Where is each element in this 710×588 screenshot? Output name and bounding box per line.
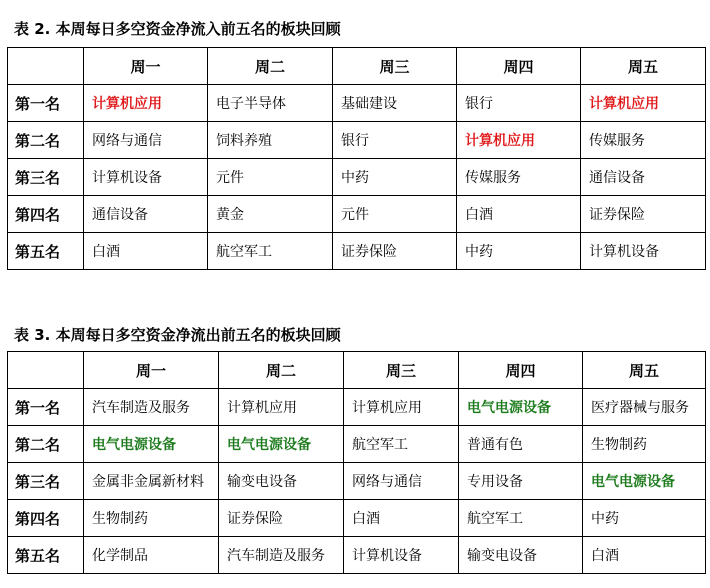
sector-cell: 汽车制造及服务	[219, 537, 344, 574]
sector-cell: 医疗器械与服务	[583, 389, 706, 426]
sector-cell: 白酒	[583, 537, 706, 574]
day-header: 周五	[583, 352, 706, 389]
day-header: 周一	[84, 352, 219, 389]
sector-cell: 元件	[333, 196, 457, 233]
corner-cell	[8, 48, 84, 85]
table-row	[8, 463, 706, 500]
table-row	[8, 389, 706, 426]
sector-cell: 金属非金属新材料	[84, 463, 219, 500]
day-header: 周四	[457, 48, 581, 85]
sector-cell: 网络与通信	[344, 463, 459, 500]
table2-caption: 表 2. 本周每日多空资金净流入前五名的板块回顾	[14, 20, 341, 38]
sector-cell: 饲料养殖	[208, 122, 333, 159]
sector-cell: 输变电设备	[459, 537, 583, 574]
sector-cell: 中药	[583, 500, 706, 537]
day-header: 周三	[344, 352, 459, 389]
day-header: 周三	[333, 48, 457, 85]
table-row	[8, 196, 706, 233]
day-header: 周四	[459, 352, 583, 389]
day-header: 周一	[84, 48, 208, 85]
sector-cell-highlighted: 计算机应用	[581, 85, 706, 122]
sector-cell: 白酒	[84, 233, 208, 270]
day-header: 周二	[208, 48, 333, 85]
sector-cell: 电子半导体	[208, 85, 333, 122]
sector-cell: 白酒	[344, 500, 459, 537]
table-row	[8, 85, 706, 122]
rank-label: 第四名	[8, 500, 84, 537]
table-row	[8, 537, 706, 574]
rank-label: 第一名	[8, 85, 84, 122]
sector-cell: 汽车制造及服务	[84, 389, 219, 426]
sector-cell-highlighted: 电气电源设备	[583, 463, 706, 500]
table-header-row	[8, 352, 706, 389]
table2-inflow	[7, 47, 706, 270]
sector-cell: 航空军工	[208, 233, 333, 270]
sector-cell: 证券保险	[581, 196, 706, 233]
day-header: 周五	[581, 48, 706, 85]
sector-cell: 中药	[333, 159, 457, 196]
rank-label: 第三名	[8, 159, 84, 196]
sector-cell: 中药	[457, 233, 581, 270]
sector-cell: 计算机应用	[344, 389, 459, 426]
table-row	[8, 426, 706, 463]
sector-cell-highlighted: 电气电源设备	[219, 426, 344, 463]
table3-outflow	[7, 351, 706, 574]
sector-cell: 输变电设备	[219, 463, 344, 500]
sector-cell-highlighted: 计算机应用	[84, 85, 208, 122]
rank-label: 第二名	[8, 426, 84, 463]
sector-cell: 生物制药	[84, 500, 219, 537]
sector-cell: 计算机应用	[219, 389, 344, 426]
table-row	[8, 159, 706, 196]
day-header: 周二	[219, 352, 344, 389]
sector-cell: 生物制药	[583, 426, 706, 463]
sector-cell: 通信设备	[581, 159, 706, 196]
sector-cell: 传媒服务	[457, 159, 581, 196]
sector-cell: 计算机设备	[581, 233, 706, 270]
table-row	[8, 233, 706, 270]
table-row	[8, 122, 706, 159]
rank-label: 第二名	[8, 122, 84, 159]
sector-cell: 传媒服务	[581, 122, 706, 159]
table-header-row	[8, 48, 706, 85]
sector-cell: 计算机设备	[344, 537, 459, 574]
sector-cell: 航空军工	[459, 500, 583, 537]
rank-label: 第五名	[8, 233, 84, 270]
corner-cell	[8, 352, 84, 389]
sector-cell: 专用设备	[459, 463, 583, 500]
rank-label: 第四名	[8, 196, 84, 233]
sector-cell: 计算机设备	[84, 159, 208, 196]
sector-cell-highlighted: 计算机应用	[457, 122, 581, 159]
sector-cell: 通信设备	[84, 196, 208, 233]
sector-cell: 证券保险	[333, 233, 457, 270]
sector-cell: 证券保险	[219, 500, 344, 537]
sector-cell-highlighted: 电气电源设备	[84, 426, 219, 463]
sector-cell-highlighted: 电气电源设备	[459, 389, 583, 426]
table3-caption: 表 3. 本周每日多空资金净流出前五名的板块回顾	[14, 326, 341, 344]
sector-cell: 银行	[457, 85, 581, 122]
table-row	[8, 500, 706, 537]
sector-cell: 元件	[208, 159, 333, 196]
sector-cell: 普通有色	[459, 426, 583, 463]
sector-cell: 黄金	[208, 196, 333, 233]
sector-cell: 航空军工	[344, 426, 459, 463]
sector-cell: 银行	[333, 122, 457, 159]
sector-cell: 化学制品	[84, 537, 219, 574]
rank-label: 第五名	[8, 537, 84, 574]
sector-cell: 基础建设	[333, 85, 457, 122]
rank-label: 第三名	[8, 463, 84, 500]
rank-label: 第一名	[8, 389, 84, 426]
sector-cell: 网络与通信	[84, 122, 208, 159]
sector-cell: 白酒	[457, 196, 581, 233]
